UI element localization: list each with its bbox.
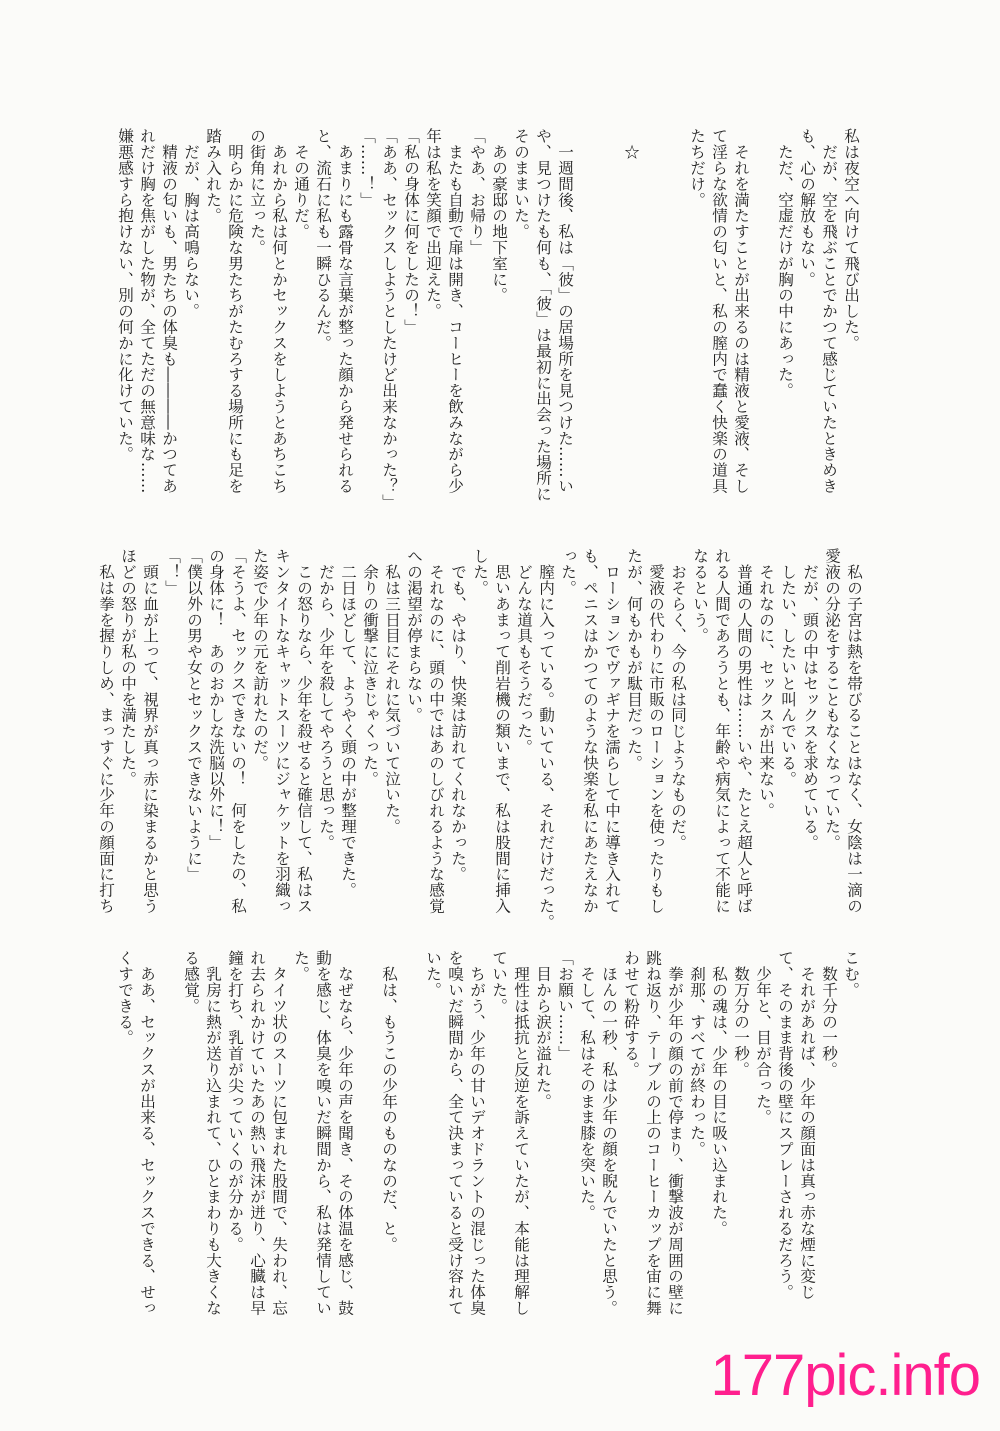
- text-line: ローションでヴァギナを濡らして中に導き入れて: [603, 548, 621, 914]
- text-line: この怒りなら、少年を殺せると確信して、私はス: [295, 548, 313, 914]
- text-line: 私は三日目にそれに気づいて泣いた。: [383, 548, 401, 835]
- text-line: こむ。: [842, 950, 860, 998]
- text-line: 「やあ、お帰り」: [468, 128, 486, 256]
- text-line: その通りだ。: [292, 128, 310, 240]
- text-line: った。: [559, 548, 577, 596]
- text-line: 少年と、目が合った。: [754, 950, 772, 1125]
- text-line: 目から涙が溢れた。: [534, 950, 552, 1109]
- text-line: 「お願い……」: [556, 950, 574, 1062]
- text-line: れだけ胸を焦がした物が、全てただの無意味な……: [138, 128, 156, 494]
- text-line: ちがう、少年の甘いデオドラントの混じった体臭: [468, 950, 486, 1316]
- text-line: 私の魂は、少年の目に吸い込まれた。: [710, 950, 728, 1237]
- text-line: れる人間であろうとも、年齢や病気によって不能に: [713, 548, 731, 914]
- text-line: 私の子宮は熱を帯びることはなく、女陰は一滴の: [845, 548, 863, 914]
- text-line: 私は、もうこの少年のものなのだ、と。: [380, 950, 398, 1253]
- text-line: 一週間後、私は「彼」の居場所を見つけた……い: [556, 128, 574, 494]
- text-line: キンタイトなキャットスーツにジャケットを羽織っ: [273, 548, 291, 914]
- text-line: それなのに、セックスが出来ない。: [757, 548, 775, 819]
- text-line: ただ、空虚だけが胸の中にあった。: [776, 128, 794, 399]
- text-line: 鐘を打ち、乳首が尖っていくのが分かる。: [226, 950, 244, 1253]
- text-line: 膣内に入っている。動いている、それだけだった。: [537, 548, 555, 930]
- text-line: またも自動で扉は開き、コーヒーを飲みながら少: [446, 128, 464, 494]
- text-line: ああ、セックスが出来る、セックスできる、せっ: [138, 950, 156, 1316]
- text-line: 私は拳を握りしめ、まっすぐに少年の顔面に打ち: [97, 548, 115, 914]
- text-line: た。: [292, 950, 310, 982]
- text-line: 頭に血が上って、視界が真っ赤に染まるかと思う: [141, 548, 159, 914]
- text-line: 私は夜空へ向けて飛び出した。: [842, 128, 860, 351]
- text-line: くすできる。: [116, 950, 134, 1046]
- text-line: だが、胸は高鳴らない。: [182, 128, 200, 319]
- text-line: 二日ほどして、ようやく頭の中が整理できた。: [339, 548, 357, 898]
- text-line: [576, 128, 598, 503]
- text-line: 動を感じ、体臭を嗅いだ瞬間から、私は発情してい: [314, 950, 332, 1316]
- text-line: や、見つけたも何も、「彼」は最初に出会った場所に: [534, 128, 552, 502]
- text-line: したい、したいと叫んでいる。: [779, 548, 797, 787]
- text-line: そして、私はそのまま膝を突いた。: [578, 950, 596, 1221]
- text-line: [400, 950, 422, 1325]
- text-line: でも、やはり、快楽は訪れてくれなかった。: [449, 548, 467, 882]
- text-line: 数千分の一秒。: [820, 950, 838, 1078]
- text-line: の身体に！ あのおかしな洗脳以外に！」: [207, 548, 225, 851]
- text-line: たが、何もかもが駄目だった。: [625, 548, 643, 771]
- text-block-bottom: [114, 950, 862, 1325]
- text-line: 愛液の代わりに市販のローションを使ったりもし: [647, 548, 665, 914]
- text-line: 跳ね返り、テーブルの上のコーヒーカップを宙に舞: [644, 950, 662, 1316]
- text-line: ほどの怒りが私の中を満たした。: [119, 548, 137, 787]
- text-line: だから、少年を殺してやろうと思った。: [317, 548, 335, 851]
- text-line: も、心の解放もない。: [798, 128, 816, 287]
- text-line: なるという。: [691, 548, 709, 644]
- text-line: 「そうよ、セックスできないの！ 何をしたの、私: [229, 548, 247, 914]
- text-line: [158, 950, 180, 1325]
- text-line: 理性は抵抗と反逆を訴えていたが、本能は理解し: [512, 950, 530, 1316]
- text-line: 「僕以外の男や女とセックスできないように」: [185, 548, 203, 882]
- text-line: た姿で少年の元を訪れたのだ。: [251, 548, 269, 771]
- text-line: 嫌悪感すら抱けない、別の何かに化けていた。: [116, 128, 134, 462]
- text-line: ほんの一秒、私は少年の顔を睨んでいたと思う。: [600, 950, 618, 1316]
- text-line: への渇望が停まらない。: [405, 548, 423, 723]
- text-line: [356, 950, 378, 1325]
- text-line: だが、頭の中はセックスを求めている。: [801, 548, 819, 851]
- text-line: て、そのまま背後の壁にスプレーされるだろう。: [776, 950, 794, 1300]
- text-line: どんな道具もそうだった。: [515, 548, 533, 755]
- text-line: 乳房に熱が送り込まれて、ひとまわりも大きくな: [204, 950, 222, 1316]
- text-line: なぜなら、少年の声を聞き、その体温を感じ、鼓: [336, 950, 354, 1316]
- text-block-middle: [95, 548, 865, 930]
- text-line: 年は私を笑顔で出迎えた。: [424, 128, 442, 319]
- text-line: 明らかに危険な男たちがたむろする場所にも足を: [226, 128, 244, 494]
- text-line: 愛液の分泌をすることもなくなっていた。: [823, 548, 841, 851]
- text-line: タイツ状のスーツに包まれた股間で、失われ、忘: [270, 950, 288, 1316]
- text-line: たちだけ。: [688, 128, 706, 208]
- text-line: した。: [471, 548, 489, 596]
- text-line: 「！」: [163, 548, 181, 596]
- text-line: の街角に立った。: [248, 128, 266, 256]
- text-block-top: [114, 128, 862, 510]
- watermark-text: 177pic.info: [710, 1343, 980, 1408]
- text-line: 普通の人間の男性は……いや、たとえ超人と呼ば: [735, 548, 753, 914]
- text-line: 思いあまって削岩機の類いまで、私は股間に挿入: [493, 548, 511, 914]
- text-line: 数万分の一秒。: [732, 950, 750, 1078]
- text-line: 踏み入れた。: [204, 128, 222, 224]
- text-line: る感覚。: [182, 950, 200, 1014]
- text-line: と、流石に私も一瞬ひるんだ。: [314, 128, 332, 351]
- text-line: 「……！」: [358, 128, 376, 208]
- text-line: 刹那、すべてが終わった。: [688, 950, 706, 1157]
- text-line: 余りの衝撃に泣きじゃくった。: [361, 548, 379, 787]
- text-line: そのままいた。: [512, 128, 530, 240]
- text-line: おそらく、今の私は同じようなものだ。: [669, 548, 687, 851]
- text-line: て淫らな欲情の匂いと、私の膣内で蠢く快楽の道具: [710, 128, 728, 494]
- text-line: [664, 128, 686, 503]
- text-line: あれから私は何とかセックスをしようとあちこち: [270, 128, 288, 494]
- text-line: あの豪邸の地下室に。: [490, 128, 508, 303]
- text-line: ☆: [622, 128, 640, 160]
- text-line: [752, 128, 774, 503]
- text-line: れ去られかけていたあの熱い飛沫が迸り、心臓は早: [248, 950, 266, 1316]
- text-line: それを満たすことが出来るのは精液と愛液、そし: [732, 128, 750, 494]
- text-line: 拳が少年の顔の前で停まり、衝撃波が周囲の壁に: [666, 950, 684, 1316]
- text-line: も、ペニスはかつてのような快楽を私にあたえなか: [581, 548, 599, 914]
- text-line: 精液の匂いも、男たちの体臭も――――かつてあ: [160, 128, 178, 494]
- text-line: だが、空を飛ぶことでかつて感じていたときめき: [820, 128, 838, 494]
- text-line: [598, 128, 620, 503]
- text-line: わせて粉砕する。: [622, 950, 640, 1078]
- text-line: それなのに、頭の中ではあのしびれるような感覚: [427, 548, 445, 914]
- text-line: それがあれば、少年の顔面は真っ赤な煙に変じ: [798, 950, 816, 1300]
- text-line: を嗅いだ瞬間から、全て決まっていると受け容れて: [446, 950, 464, 1316]
- text-line: あまりにも露骨な言葉が整った顔から発せられる: [336, 128, 354, 494]
- text-line: [642, 128, 664, 503]
- text-line: 「私の身体に何をしたの！」: [402, 128, 420, 335]
- text-line: いた。: [424, 950, 442, 998]
- text-line: ていた。: [490, 950, 508, 1014]
- text-line: 「ああ、セックスしようとしたけど出来なかった？」: [380, 128, 398, 510]
